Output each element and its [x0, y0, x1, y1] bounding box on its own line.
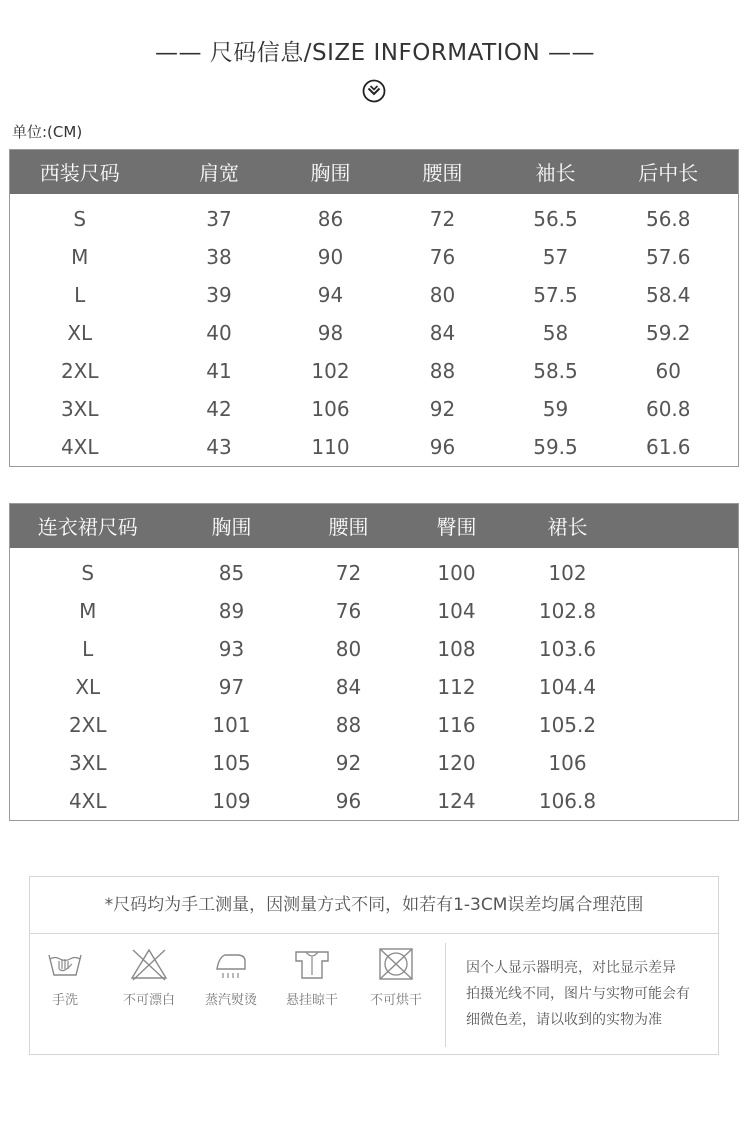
header-cell: 后中长 [638, 161, 699, 186]
table-row [10, 744, 739, 782]
color-disclaimer [466, 955, 711, 1033]
table-cell: 108 [437, 636, 476, 661]
header-cell: 袖长 [535, 161, 576, 186]
table-cell: 41 [206, 358, 232, 383]
table-cell: 56.5 [533, 206, 578, 231]
table-cell: 97 [218, 674, 245, 699]
care-item-no-tumble-dry [361, 947, 431, 1008]
table-cell: 57 [542, 244, 569, 269]
table-cell: 85 [218, 560, 245, 585]
table-cell: 84 [429, 320, 456, 345]
no-tumble-dry-icon [376, 947, 416, 981]
table-cell: 56.8 [645, 206, 691, 231]
table-cell [622, 706, 739, 744]
table-cell: 110 [311, 434, 350, 459]
table-cell: 100 [437, 560, 476, 585]
header-cell: 肩宽 [199, 161, 239, 186]
table-cell: M [71, 244, 89, 269]
table-row [10, 668, 739, 706]
care-item-hang-dry [277, 947, 347, 1008]
table-cell: S [73, 206, 87, 231]
table-header-row [10, 150, 739, 194]
table-cell: 93 [218, 636, 245, 661]
care-label: 悬挂晾干 [285, 993, 338, 1008]
header-cell [622, 504, 739, 548]
table-cell: 92 [335, 750, 362, 775]
chevron-down-circle-icon [362, 79, 386, 103]
table-cell: 3XL [60, 396, 99, 421]
table-cell: 90 [317, 244, 344, 269]
disclaimer-line: 细微色差，请以收到的实物为准 [466, 1012, 662, 1028]
table-cell: 61.6 [645, 434, 691, 459]
unit-label: 单位:(CM) [12, 123, 83, 141]
table-cell [622, 668, 739, 706]
table-cell: 40 [206, 320, 232, 345]
table-row [10, 194, 739, 238]
table-header-row [10, 504, 739, 548]
header-cell: 胸围 [211, 515, 252, 540]
disclaimer-line: 拍摄光线不同，图片与实物可能会有 [466, 986, 690, 1002]
table-row [10, 276, 739, 314]
table-cell: 58.5 [533, 358, 578, 383]
table-cell: 109 [212, 788, 251, 813]
table-cell: 116 [437, 712, 476, 737]
divider [445, 943, 446, 1047]
table-row [10, 314, 739, 352]
table-cell: 4XL [68, 788, 107, 813]
table-cell: 2XL [68, 712, 107, 737]
table-cell: 39 [206, 282, 232, 307]
suit-size-table [9, 149, 739, 467]
table-cell: 38 [206, 244, 232, 269]
no-bleach-icon [129, 947, 169, 981]
table-cell: M [79, 598, 97, 623]
care-item-hand-wash [30, 947, 100, 1008]
table-cell: 59 [542, 396, 569, 421]
table-cell: 98 [317, 320, 344, 345]
table-row [10, 548, 739, 592]
header-cell: 西装尺码 [39, 161, 120, 186]
table-row [10, 706, 739, 744]
header-cell: 裙长 [547, 515, 588, 540]
table-cell: 72 [335, 560, 362, 585]
table-cell: 96 [335, 788, 362, 813]
disclaimer-line: 因个人显示器明亮，对比显示差异 [466, 960, 676, 976]
table-cell: 76 [335, 598, 362, 623]
table-cell: 43 [206, 434, 232, 459]
steam-iron-icon [211, 947, 251, 981]
table-cell: 124 [437, 788, 476, 813]
table-cell: 80 [429, 282, 456, 307]
care-label: 不可烘干 [369, 993, 422, 1008]
table-cell: 102 [548, 560, 587, 585]
table-cell: 112 [437, 674, 476, 699]
table-row [10, 630, 739, 668]
table-cell: 103.6 [538, 636, 597, 661]
table-cell: 104.4 [538, 674, 597, 699]
table-cell: 57.6 [645, 244, 691, 269]
table-cell: S [81, 560, 95, 585]
care-item-no-bleach [114, 947, 184, 1008]
table-cell: 96 [429, 434, 456, 459]
table-cell: 59.5 [533, 434, 578, 459]
table-cell: 57.5 [533, 282, 578, 307]
header-cell: 胸围 [310, 161, 351, 186]
table-cell: 80 [335, 636, 362, 661]
table-cell: 102.8 [538, 598, 597, 623]
table-cell: 89 [218, 598, 245, 623]
table-cell: 106 [311, 396, 350, 421]
table-row [10, 352, 739, 390]
table-cell: 76 [429, 244, 456, 269]
table-cell: 58 [542, 320, 569, 345]
table-cell [622, 744, 739, 782]
page-title: —— 尺码信息/SIZE INFORMATION —— [154, 40, 596, 66]
care-notes-box [29, 876, 719, 1055]
measurement-note: *尺码均为手工测量，因测量方式不同，如若有1-3CM误差均属合理范围 [30, 877, 718, 934]
table-cell [622, 592, 739, 630]
hand-wash-icon [45, 947, 85, 981]
table-row [10, 782, 739, 821]
header-cell: 腰围 [422, 161, 463, 186]
table-cell: 101 [212, 712, 251, 737]
table-cell: L [82, 636, 94, 661]
table-cell: 2XL [60, 358, 99, 383]
care-item-steam-iron [196, 947, 266, 1008]
table-cell: XL [75, 674, 101, 699]
table-cell: 60.8 [645, 396, 691, 421]
table-cell: 120 [437, 750, 476, 775]
table-cell: L [74, 282, 86, 307]
table-cell: 94 [317, 282, 344, 307]
care-label: 不可漂白 [122, 993, 175, 1008]
header-cell: 腰围 [328, 515, 369, 540]
table-cell: 106 [548, 750, 587, 775]
hang-dry-icon [292, 947, 332, 981]
table-cell [622, 548, 739, 592]
table-cell: 4XL [60, 434, 99, 459]
table-cell [622, 630, 739, 668]
table-cell: 59.2 [645, 320, 691, 345]
table-row [10, 238, 739, 276]
table-cell: 105 [212, 750, 251, 775]
table-cell: 84 [335, 674, 362, 699]
table-cell: 92 [429, 396, 456, 421]
table-cell: 3XL [68, 750, 107, 775]
table-cell [622, 782, 739, 821]
table-cell: 60 [655, 358, 681, 383]
dress-size-table [9, 503, 739, 821]
table-row [10, 390, 739, 428]
table-cell: 58.4 [645, 282, 691, 307]
table-cell: 88 [335, 712, 362, 737]
header-cell: 臀围 [436, 515, 477, 540]
care-label: 蒸汽熨烫 [204, 993, 257, 1008]
table-cell: 104 [437, 598, 476, 623]
table-cell: 88 [429, 358, 456, 383]
table-cell: 102 [311, 358, 350, 383]
table-cell: XL [67, 320, 93, 345]
table-row [10, 592, 739, 630]
table-cell: 86 [317, 206, 344, 231]
table-cell: 37 [206, 206, 232, 231]
header-cell: 连衣裙尺码 [37, 515, 138, 540]
table-cell: 42 [206, 396, 232, 421]
table-row [10, 428, 739, 467]
table-cell: 106.8 [538, 788, 597, 813]
table-cell: 105.2 [538, 712, 597, 737]
care-label: 手洗 [51, 993, 78, 1008]
table-cell: 72 [429, 206, 456, 231]
